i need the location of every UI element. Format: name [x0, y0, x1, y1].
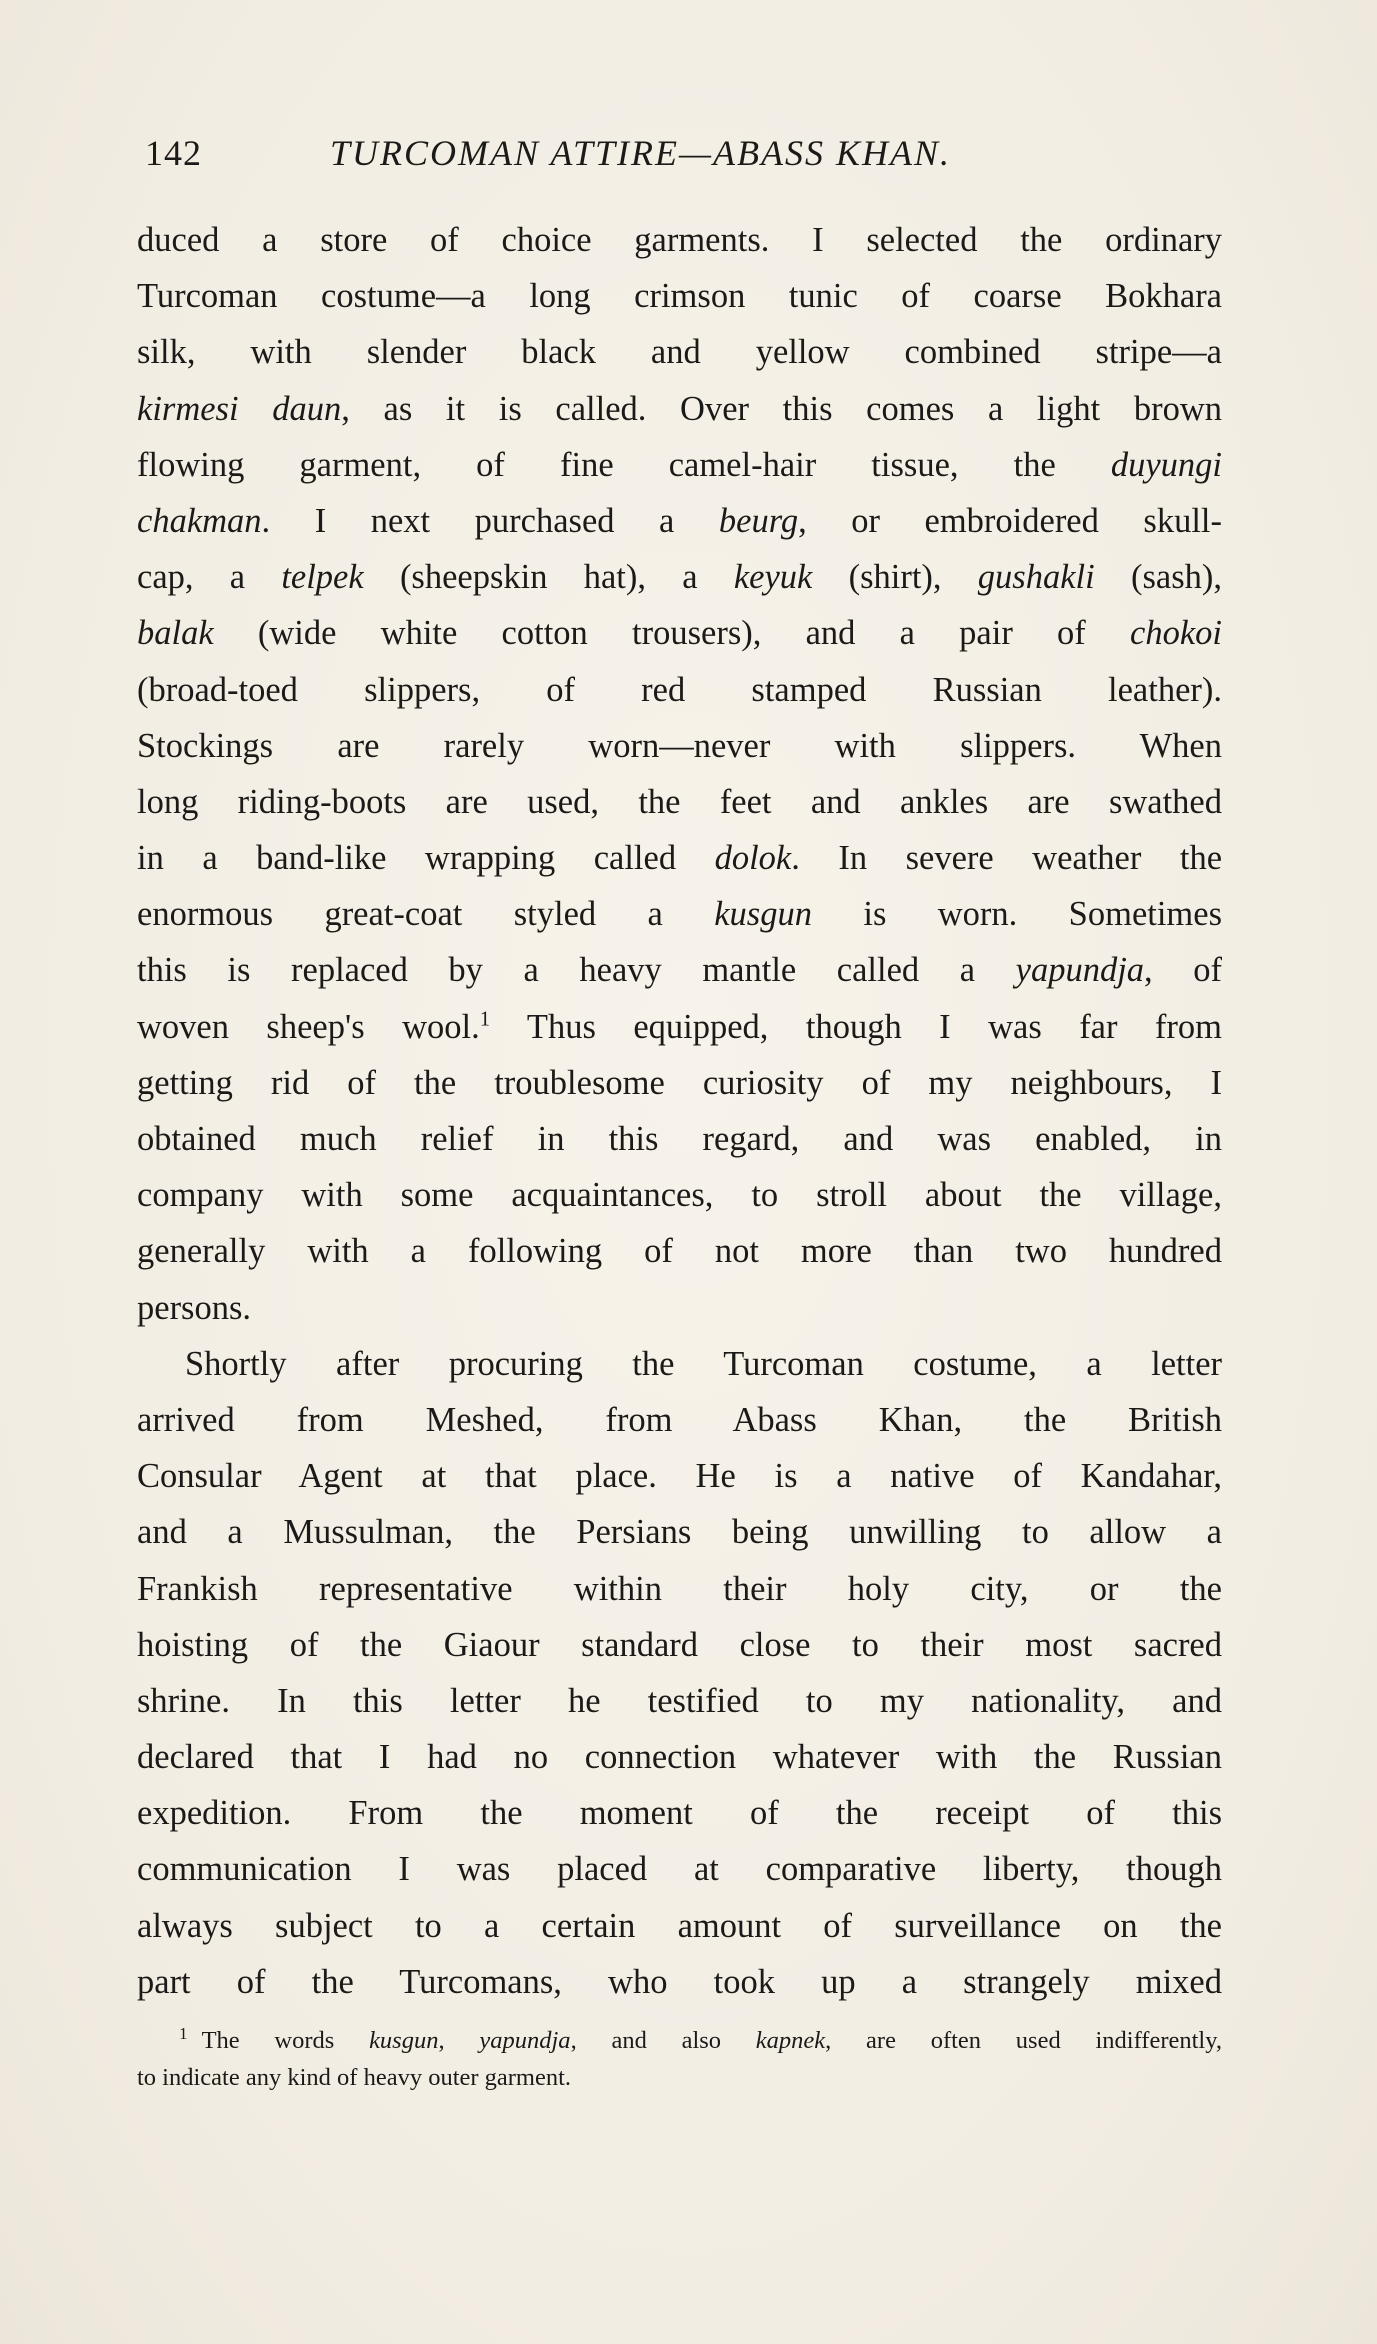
italic-term: yapundja	[479, 2027, 571, 2054]
italic-term: beurg	[718, 501, 799, 540]
footnote-reference[interactable]: 1	[479, 1008, 491, 1031]
text-line: Turcoman costume—a long crimson tunic of coarse Bokhara	[137, 277, 1222, 316]
text-line: woven sheep's wool.$^1$ Thus equipped, though I was far from	[137, 1007, 1222, 1046]
text-line: Consular Agent at that place. He is a native of Kandahar,	[137, 1457, 1222, 1496]
text-line: in a band-like wrapping called dolok. In severe weather the	[137, 839, 1223, 878]
italic-term: yapundja	[1015, 951, 1145, 990]
text-line: Stockings are rarely worn—never with slippers. When	[137, 726, 1222, 765]
text-line: persons.	[137, 1288, 252, 1327]
text-line: and a Mussulman, the Persians being unwilling to allow a	[137, 1513, 1222, 1552]
italic-term: kusgun	[369, 2027, 439, 2054]
footnote-line: $^1$ The words kusgun, yapundja, and also kapnek, are often used indifferently,	[179, 2023, 1223, 2054]
italic-term: kirmesi daun	[137, 389, 342, 428]
text-line: this is replaced by a heavy mantle called a yapundja, of	[137, 951, 1222, 990]
italic-term: telpek	[281, 558, 364, 597]
page-number: 142	[145, 133, 202, 173]
text-line: getting rid of the troublesome curiosity of my neighbours, I	[137, 1063, 1222, 1102]
text-line: generally with a following of not more than two hundred	[137, 1232, 1222, 1271]
text-line: enormous great-coat styled a kusgun is worn. Sometimes	[137, 895, 1223, 934]
italic-term: kusgun	[714, 895, 812, 934]
italic-term: chakman	[137, 501, 262, 540]
italic-term: duyungi	[1110, 445, 1222, 484]
text-line: Shortly after procuring the Turcoman costume, a letter	[185, 1344, 1222, 1383]
page-header	[145, 132, 1230, 182]
text-line: shrine. In this letter he testified to my nationality, and	[137, 1681, 1222, 1720]
italic-term: chokoi	[1130, 614, 1222, 653]
italic-term: balak	[137, 614, 214, 653]
text-line: silk, with slender black and yellow combined stripe—a	[137, 333, 1222, 372]
text-line: chakman. I next purchased a beurg, or embroidered skull-	[137, 501, 1222, 540]
italic-term: keyuk	[733, 558, 813, 597]
text-line: (broad-toed slippers, of red stamped Russian leather).	[137, 670, 1222, 709]
body-text	[137, 212, 1222, 2010]
italic-term: dolok	[714, 839, 792, 878]
italic-term: kapnek	[755, 2027, 826, 2054]
text-line: balak (wide white cotton trousers), and a pair of chokoi	[137, 614, 1222, 653]
text-line: obtained much relief in this regard, and was enabled, in	[137, 1120, 1222, 1158]
text-line: hoisting of the Giaour standard close to their most sacred	[137, 1625, 1222, 1664]
text-line: kirmesi daun, as it is called. Over this comes a light brown	[137, 389, 1222, 428]
text-line: Frankish representative within their holy city, or the	[137, 1569, 1222, 1608]
text-line: flowing garment, of fine camel-hair tissue, the duyungi	[137, 445, 1222, 484]
text-line: arrived from Meshed, from Abass Khan, the British	[137, 1400, 1222, 1439]
text-line: expedition. From the moment of the receipt of this	[137, 1794, 1222, 1833]
text-line: company with some acquaintances, to stroll about the village,	[137, 1176, 1222, 1215]
footnote-mark: 1	[179, 2023, 188, 2043]
running-head: TURCOMAN ATTIRE—ABASS KHAN.	[330, 133, 952, 173]
text-line: long riding-boots are used, the feet and ankles are swathed	[137, 782, 1222, 821]
text-line: always subject to a certain amount of surveillance on the	[137, 1906, 1222, 1945]
italic-term: gushakli	[977, 558, 1095, 597]
footnote-line: to indicate any kind of heavy outer garment.	[137, 2064, 572, 2091]
text-line: declared that I had no connection whatever with the Russian	[137, 1738, 1222, 1777]
text-line: duced a store of choice garments. I selected the ordinary	[137, 221, 1222, 259]
text-line: part of the Turcomans, who took up a strangely mixed	[137, 1962, 1222, 2001]
text-line: cap, a telpek (sheepskin hat), a keyuk (shirt), gushakli (sash),	[137, 558, 1222, 597]
text-line: communication I was placed at comparative liberty, though	[137, 1850, 1222, 1889]
footnote	[137, 2022, 1222, 2096]
